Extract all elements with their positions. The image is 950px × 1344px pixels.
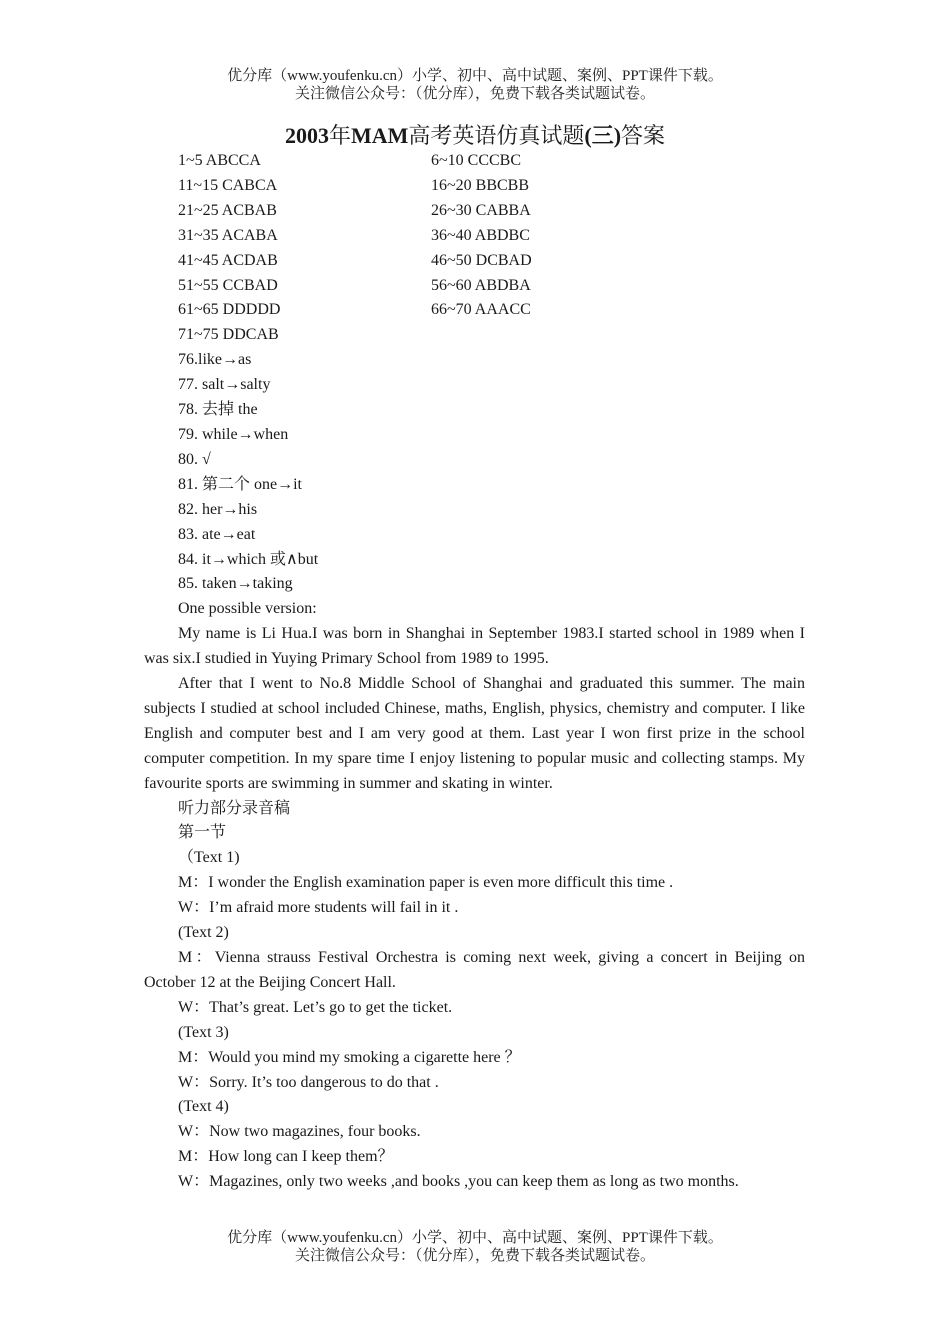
answer-left: 31~35 ACABA bbox=[178, 226, 278, 244]
answer-left: 1~5 ABCCA bbox=[178, 152, 261, 169]
answer-left: 41~45 ACDAB bbox=[178, 251, 278, 269]
answer-left: 61~65 DDDDD bbox=[178, 301, 281, 319]
correction-item: 82. her→his bbox=[178, 500, 258, 518]
title-mid-2: 高考英语仿真试题 bbox=[408, 123, 585, 148]
answer-row bbox=[144, 274, 805, 299]
answer-row bbox=[144, 199, 805, 224]
answer-right: 46~50 DCBAD bbox=[431, 251, 532, 269]
title-end: 答案 bbox=[621, 123, 666, 148]
writing-intro: One possible version: bbox=[178, 600, 317, 618]
answer-right bbox=[431, 323, 805, 348]
correction-item: 81. 第二个 one→it bbox=[178, 475, 302, 493]
listening-transcript bbox=[144, 797, 805, 1196]
footer-line-1: 优分库（www.youfenku.cn）小学、初中、高中试题、案例、PPT课件下载。 bbox=[227, 1230, 723, 1246]
header-line-1: 优分库（www.youfenku.cn）小学、初中、高中试题、案例、PPT课件下载。 bbox=[227, 68, 723, 84]
page-footer bbox=[0, 1229, 950, 1265]
page-header bbox=[0, 67, 950, 103]
answer-row bbox=[144, 323, 805, 348]
correction-item: 79. while→when bbox=[178, 425, 289, 443]
transcript-line: W：Sorry. It’s too dangerous to do that . bbox=[178, 1073, 439, 1091]
transcript-line: (Text 4) bbox=[178, 1098, 229, 1116]
listening-heading: 听力部分录音稿 bbox=[178, 799, 291, 817]
writing-paragraph: After that I went to No.8 Middle School of Shanghai and graduated this summer. The main subjects I studied at school included Chinese, maths, English, physics, chemistry and computer. I like English and computer best and I am very good at them. Last year I won first prize in the school computer competition. In my spare time I enjoy listening to popular music and collecting stamps. My favourite sports are swimming in summer and skating in winter. bbox=[144, 675, 805, 792]
correction-item: 83. ate→eat bbox=[178, 525, 256, 543]
error-corrections bbox=[144, 348, 805, 597]
answer-left: 71~75 DDCAB bbox=[178, 326, 279, 344]
answer-right: 26~30 CABBA bbox=[431, 201, 531, 219]
answer-row bbox=[144, 149, 805, 174]
title-mid-1: 年 bbox=[328, 123, 351, 148]
title-year: 2003 bbox=[284, 123, 329, 148]
writing-sample bbox=[144, 597, 805, 796]
answer-row bbox=[144, 249, 805, 274]
answer-right: 56~60 ABDBA bbox=[431, 276, 531, 294]
transcript-line: (Text 3) bbox=[178, 1023, 229, 1041]
title-paren: (三) bbox=[584, 123, 622, 148]
transcript-line: M：I wonder the English examination paper is even more difficult this time . bbox=[178, 874, 674, 892]
answer-key bbox=[144, 149, 805, 348]
correction-item: 78. 去掉 the bbox=[178, 401, 258, 419]
transcript-line: M：Would you mind my smoking a cigarette here ？ bbox=[178, 1048, 521, 1066]
section-heading: 第一节 bbox=[178, 824, 227, 842]
header-line-2: 关注微信公众号：（优分库），免费下载各类试题试卷。 bbox=[294, 86, 655, 102]
correction-item: 85. taken→taking bbox=[178, 575, 293, 593]
answer-right: 6~10 CCCBC bbox=[431, 152, 522, 169]
correction-item: 77. salt→salty bbox=[178, 376, 271, 394]
answer-left: 51~55 CCBAD bbox=[178, 276, 278, 294]
transcript-line: W：Magazines, only two weeks ,and books ,you can keep them as long as two months. bbox=[178, 1173, 739, 1191]
answer-left: 21~25 ACBAB bbox=[178, 201, 277, 219]
transcript-line: W：I’m afraid more students will fail in it . bbox=[178, 899, 459, 917]
correction-item: 76.like→as bbox=[178, 351, 252, 369]
answer-right: 16~20 BBCBB bbox=[431, 176, 530, 194]
answer-row bbox=[144, 298, 805, 323]
answer-row bbox=[144, 174, 805, 199]
title-brand: MAM bbox=[350, 123, 409, 148]
footer-line-2: 关注微信公众号：（优分库），免费下载各类试题试卷。 bbox=[294, 1248, 655, 1264]
answer-right: 36~40 ABDBC bbox=[431, 226, 530, 244]
answer-left: 11~15 CABCA bbox=[178, 176, 278, 194]
transcript-line: M：How long can I keep them？ bbox=[178, 1148, 394, 1166]
answer-right: 66~70 AAACC bbox=[431, 301, 531, 319]
answer-row bbox=[144, 224, 805, 249]
correction-item: 80. √ bbox=[178, 450, 211, 468]
transcript-line: W：That’s great. Let’s go to get the ticket. bbox=[178, 998, 453, 1016]
transcript-line: (Text 2) bbox=[178, 924, 229, 942]
transcript-line: W：Now two magazines, four books. bbox=[178, 1123, 421, 1141]
document-body bbox=[144, 149, 805, 1195]
transcript-line: （Text 1) bbox=[178, 849, 240, 867]
transcript-line: M：Vienna strauss Festival Orchestra is coming next week, giving a concert in Beijing on October 12 at the Beijing Concert Hall. bbox=[144, 949, 805, 991]
correction-item: 84. it→which 或∧but bbox=[178, 550, 319, 568]
writing-paragraph: My name is Li Hua.I was born in Shanghai in September 1983.I started school in 1989 when I was six.I studied in Yuying Primary School from 1989 to 1995. bbox=[144, 625, 805, 668]
document-title bbox=[0, 121, 950, 151]
